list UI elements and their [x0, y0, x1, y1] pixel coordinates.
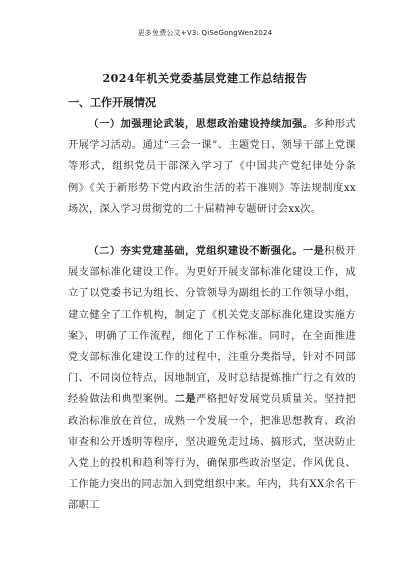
- paragraph-2-lead-1: 一是: [302, 245, 325, 257]
- paragraph-1-subheading: （一）加强理论武装，思想政治建设持续加强。: [88, 119, 314, 130]
- paragraph-2-subheading: （二）夯实党建基础，党组织建设不断强化。: [88, 246, 303, 257]
- paragraph-2-lead-2: 二是: [174, 393, 197, 406]
- document-title: 2024年机关党委基层党建工作总结报告: [102, 72, 308, 85]
- paragraph-2-text-1: 积极开展支部标准化建设工作。为更好开展支部标准化建设工作，成立了以党委书记为组长、分管领导为副组长的工作领导小组，建立健全了工作机构，制定了《机关党支部标准化建设实施方案》，明确了工作流程，细化了工作标准。同时，在全面推进党支部标准化建设工作的过程中，注重分类指导，针对不同部门、不同岗位特点，因地制宜，及时总结提炼推广行之有效的经验做法和典型案例。: [68, 246, 356, 406]
- paragraph-2-text-2: 严格把好发展党员质量关。坚持把政治标准放在首位，成熟一个发展一个，把准思想教育、政治审查和公开透明等程序，坚决避免走过场、搞形式，坚决防止入党上的投机和趋利等行为，确保那些政治坚定、作风优良、工作能力突出的同志加入到党组织中来。年内，共有XX余名干部职工: [68, 394, 357, 512]
- header-note: 更多免费公文+V3: QiSeGongWen2024: [137, 29, 273, 37]
- paragraph-2: [68, 241, 356, 517]
- section-heading-1: 一、工作开展情况: [68, 96, 156, 109]
- paragraph-1-text: 多种形式开展学习活动。通过“三会一课”、主题党日、领导干部上党课等形式，组织党员干部深入学习了《中国共产党纪律处分条例》《关于新形势下党内政治生活的若干准则》等法规制度xx场次，深入学习贯彻党的二十届精神专题研讨会xx次。: [68, 119, 356, 215]
- paragraph-1: [68, 114, 356, 220]
